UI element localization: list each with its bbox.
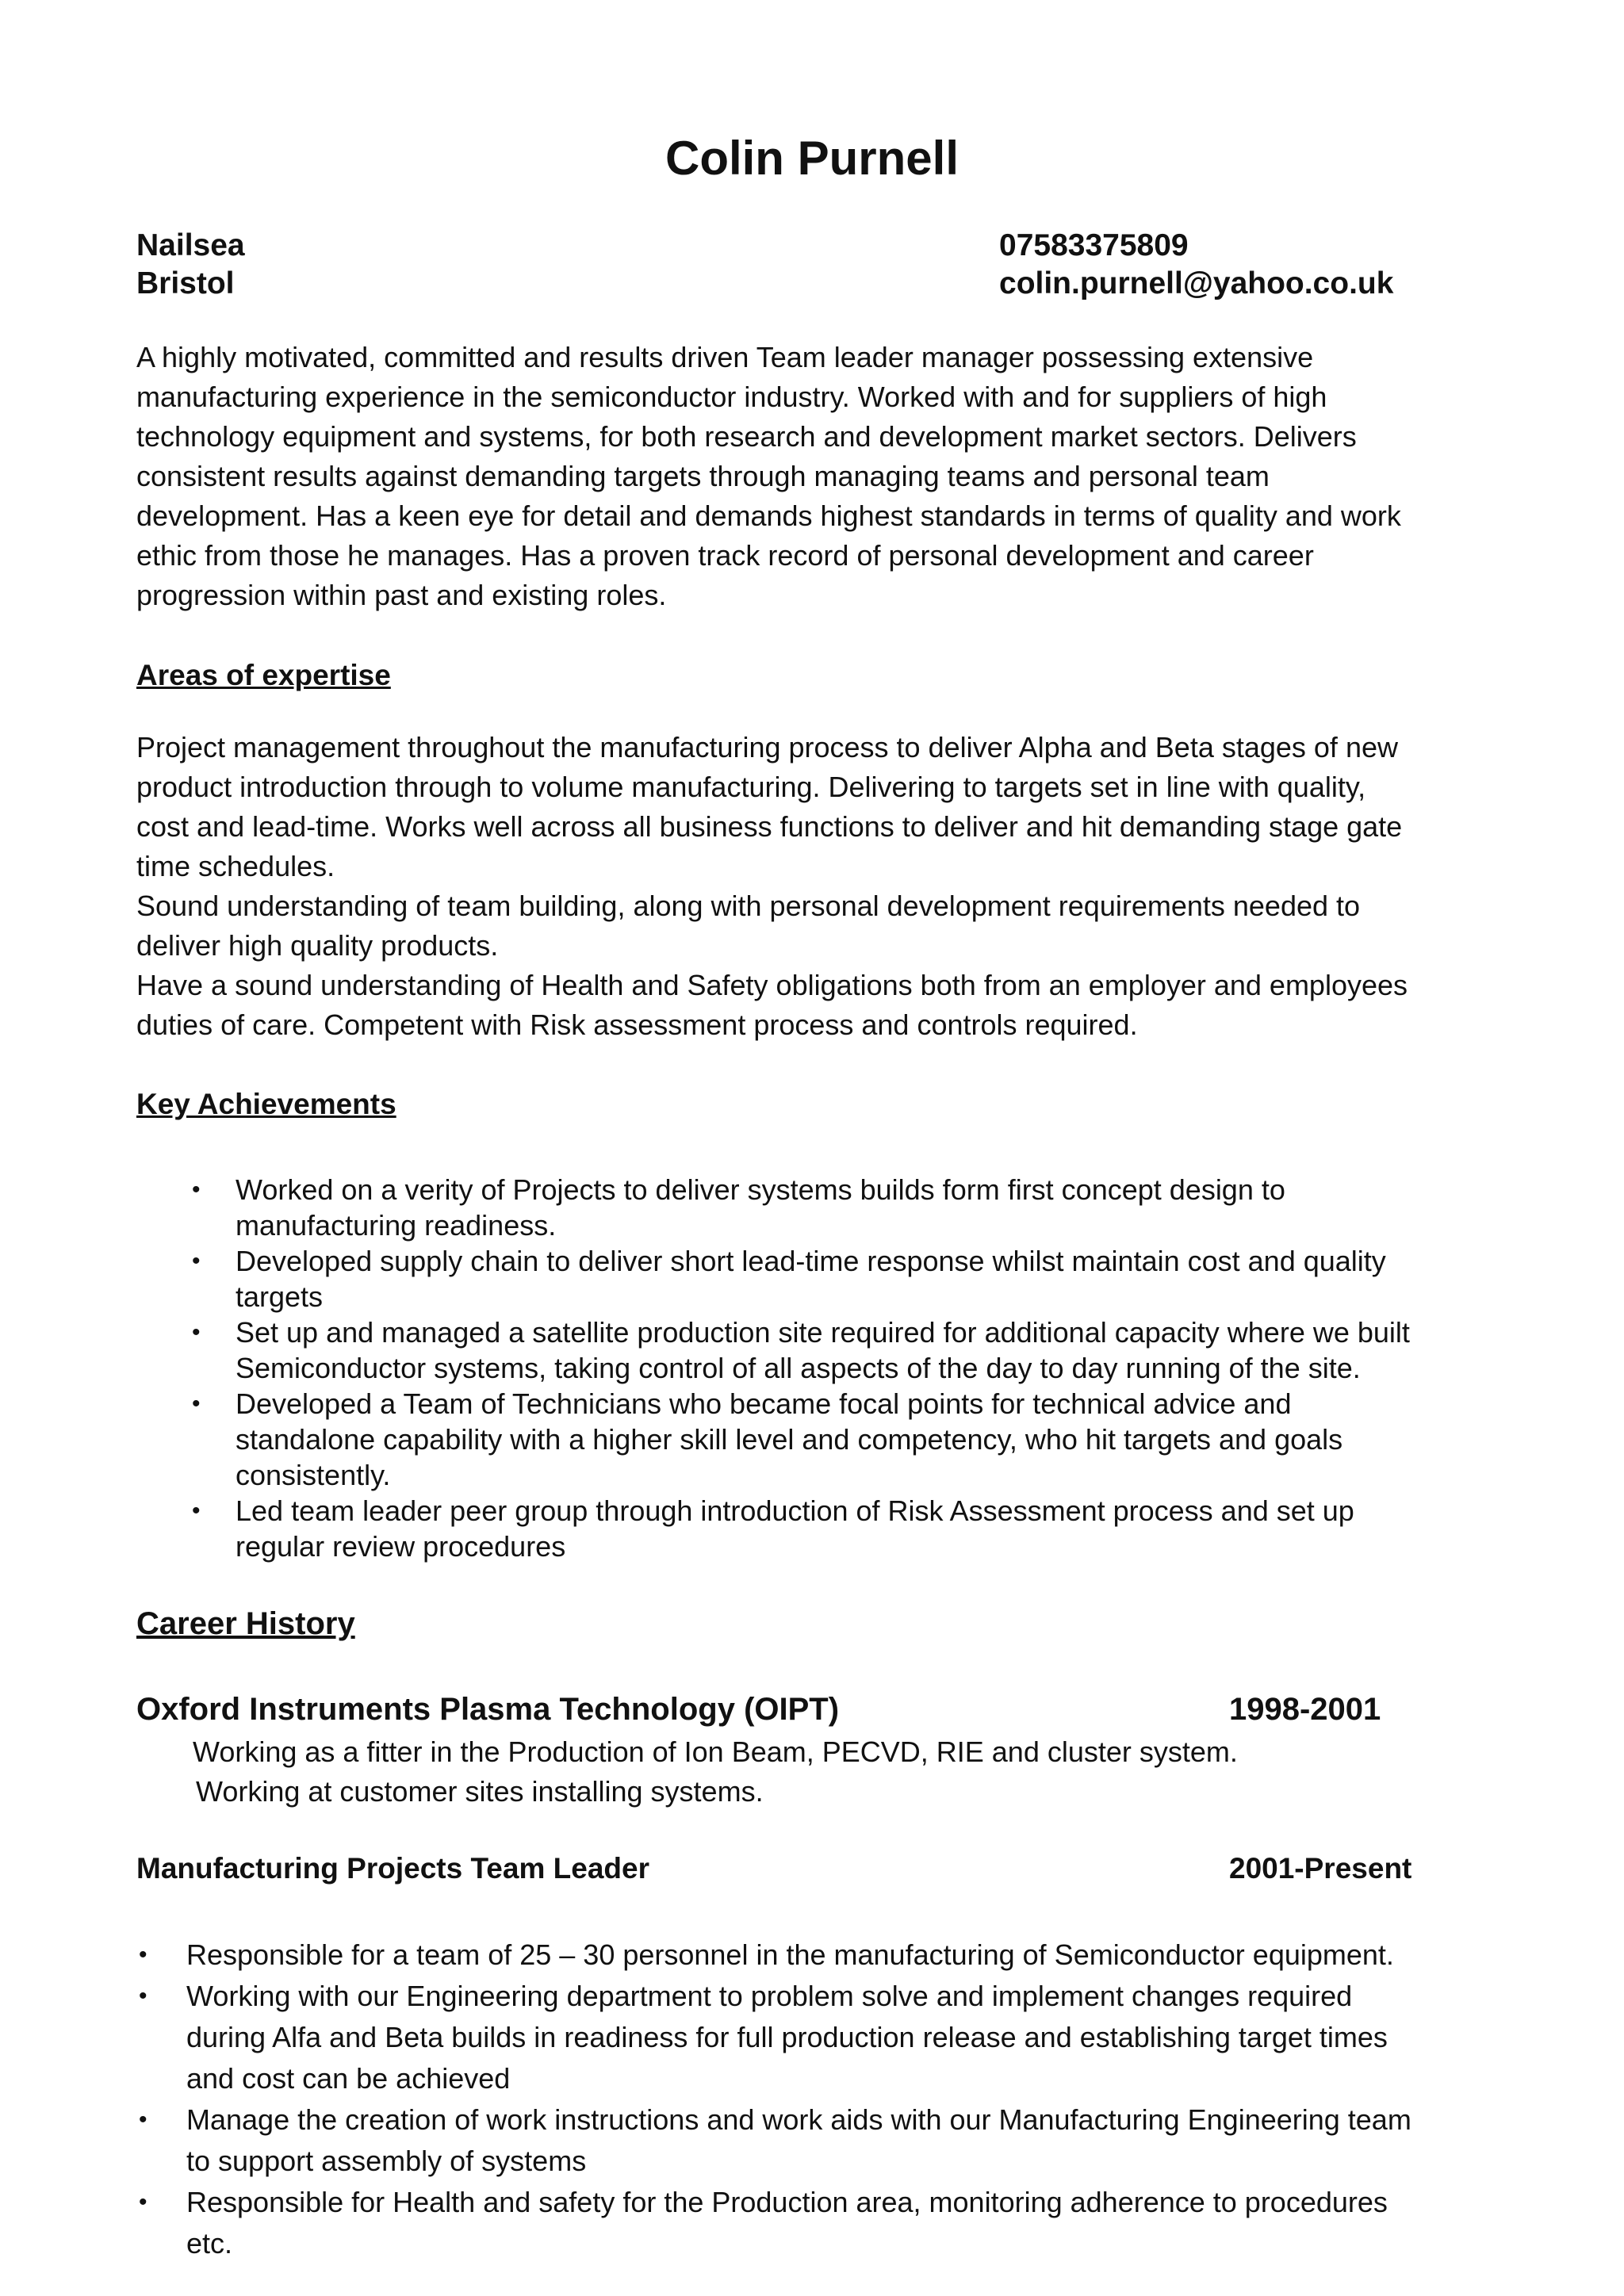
bullet-icon: • (139, 2107, 147, 2133)
role-title: Manufacturing Projects Team Leader (136, 1852, 649, 1885)
company-years: 1998-2001 (1229, 1692, 1381, 1727)
summary-line: technology equipment and systems, for both research and development market sectors. Delivers (136, 420, 1357, 453)
achievements-heading: Key Achievements (136, 1088, 396, 1120)
contact-town: Nailsea (136, 228, 245, 262)
achievement-line: Set up and managed a satellite production site required for additional capacity where we built (236, 1316, 1410, 1349)
company-duty-line: Working as a fitter in the Production of Ion Beam, PECVD, RIE and cluster system. (193, 1735, 1238, 1768)
summary-line: consistent results against demanding targets through managing teams and personal team (136, 460, 1270, 492)
achievement-line: Led team leader peer group through introduction of Risk Assessment process and set up (236, 1494, 1354, 1527)
duty-line: Manage the creation of work instructions and work aids with our Manufacturing Engineering team (186, 2103, 1411, 2136)
bullet-icon: • (192, 1248, 201, 1274)
summary-line: manufacturing experience in the semiconductor industry. Worked with and for suppliers of high (136, 381, 1327, 413)
achievement-line: standalone capability with a higher skill level and competency, who hit targets and goals (236, 1423, 1343, 1456)
summary-line: A highly motivated, committed and results driven Team leader manager possessing extensive (136, 341, 1314, 373)
list-item (192, 1243, 1624, 1314)
contact-city: Bristol (136, 266, 235, 300)
achievement-line: consistently. (236, 1459, 391, 1491)
achievement-line: Developed supply chain to deliver short lead-time response whilst maintain cost and quality (236, 1245, 1386, 1277)
achievement-line: Developed a Team of Technicians who became focal points for technical advice and (236, 1387, 1292, 1420)
list-item (192, 1493, 1624, 1564)
summary-line: development. Has a keen eye for detail and demands highest standards in terms of quality and work (136, 499, 1401, 532)
career-heading: Career History (136, 1606, 355, 1641)
expertise-line: Have a sound understanding of Health and Safety obligations both from an employer and employees (136, 969, 1408, 1001)
expertise-text (136, 728, 1500, 1045)
summary-line: progression within past and existing roles. (136, 579, 667, 611)
expertise-line: time schedules. (136, 850, 335, 882)
expertise-heading: Areas of expertise (136, 659, 391, 691)
achievement-line: targets (236, 1280, 324, 1313)
duty-line: to support assembly of systems (186, 2145, 587, 2177)
duty-line: Responsible for a team of 25 – 30 personnel in the manufacturing of Semiconductor equipment. (186, 1938, 1394, 1971)
bullet-icon: • (139, 1942, 147, 1968)
expertise-line: cost and lead-time. Works well across all business functions to deliver and hit demanding stage gate (136, 810, 1403, 843)
expertise-line: Sound understanding of team building, along with personal development requirements needed to (136, 890, 1361, 922)
expertise-line: deliver high quality products. (136, 929, 499, 962)
role-duties-list (139, 1934, 1598, 2264)
duty-line: Responsible for Health and safety for the Production area, monitoring adherence to procedures (186, 2186, 1388, 2218)
candidate-name: Colin Purnell (665, 132, 959, 185)
contact-email: colin.purnell@yahoo.co.uk (999, 266, 1394, 300)
achievement-line: regular review procedures (236, 1530, 566, 1563)
bullet-icon: • (192, 1319, 201, 1345)
expertise-line: product introduction through to volume manufacturing. Delivering to targets set in line with quality, (136, 771, 1366, 803)
achievement-line: Semiconductor systems, taking control of all aspects of the day to day running of the site. (236, 1352, 1361, 1384)
list-item (139, 2099, 1598, 2182)
bullet-icon: • (192, 1177, 201, 1203)
duty-line: etc. (186, 2227, 233, 2260)
company-name: Oxford Instruments Plasma Technology (OIPT) (136, 1692, 840, 1727)
list-item (139, 1976, 1598, 2099)
list-item (192, 1314, 1624, 1386)
list-item (192, 1386, 1624, 1493)
profile-summary (136, 338, 1500, 615)
company-duty-line: Working at customer sites installing systems. (196, 1775, 764, 1808)
achievement-line: Worked on a verity of Projects to deliver systems builds form first concept design to (236, 1173, 1285, 1206)
bullet-icon: • (192, 1391, 201, 1417)
achievement-line: manufacturing readiness. (236, 1209, 557, 1242)
expertise-line: duties of care. Competent with Risk assessment process and controls required. (136, 1008, 1138, 1041)
list-item (139, 2182, 1598, 2264)
list-item (192, 1172, 1624, 1243)
duty-line: Working with our Engineering department to problem solve and implement changes required (186, 1980, 1353, 2012)
bullet-icon: • (192, 1498, 201, 1524)
role-years: 2001-Present (1229, 1852, 1412, 1885)
duty-line: and cost can be achieved (186, 2062, 511, 2095)
duty-line: during Alfa and Beta builds in readiness for full production release and establishing target times (186, 2021, 1388, 2053)
bullet-icon: • (139, 1983, 147, 2009)
contact-phone: 07583375809 (999, 228, 1189, 262)
list-item (139, 1934, 1598, 1976)
achievements-list (192, 1172, 1624, 1564)
summary-line: ethic from those he manages. Has a proven track record of personal development and career (136, 539, 1314, 572)
bullet-icon: • (139, 2189, 147, 2215)
expertise-line: Project management throughout the manufacturing process to deliver Alpha and Beta stages of new (136, 731, 1398, 763)
